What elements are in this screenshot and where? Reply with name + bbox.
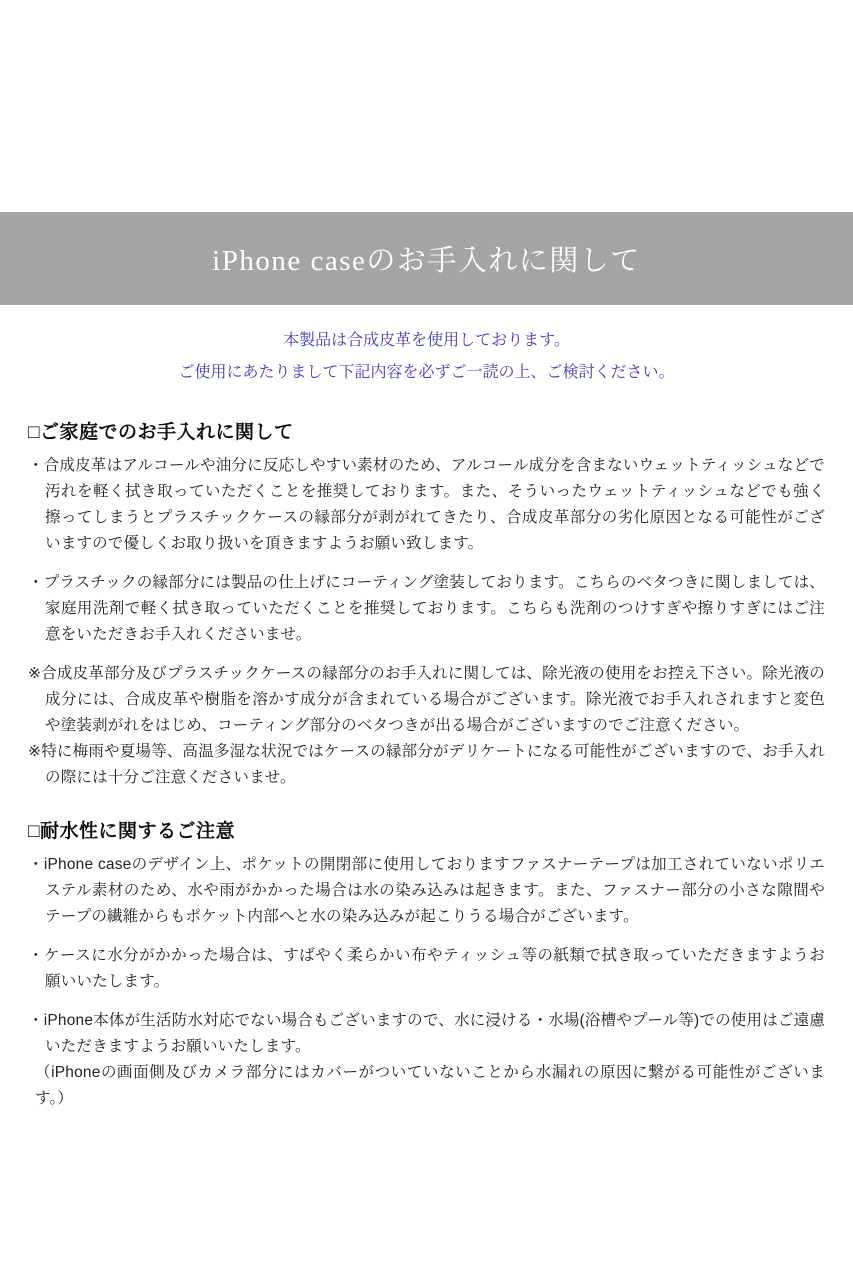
note-marker: ※ bbox=[28, 743, 42, 760]
care-item-text: プラスチックの縁部分には製品の仕上げにコーティング塗装しております。こちらのベタつきに関しましては、家庭用洗剤で軽く拭き取っていただくことを推奨しております。こちらも洗剤のつけすぎや擦りすぎにはご注意をいただきお手入れくださいませ。 bbox=[43, 574, 825, 643]
intro-line-2: ご使用にあたりまして下記内容を必ずご一読の上、ご検討ください。 bbox=[178, 364, 675, 381]
care-note-text: 特に梅雨や夏場等、高温多湿な状況ではケースの縁部分がデリケートになる可能性がございますので、お手入れの際には十分ご注意くださいませ。 bbox=[41, 743, 826, 786]
bullet-marker: ・ bbox=[28, 1012, 44, 1029]
water-item-wipe-dry bbox=[28, 943, 825, 995]
water-item-text: iPhone caseのデザイン上、ポケットの開閉部に使用しておりますファスナーテープは加工されていないポリエステル素材のため、水や雨がかかった場合は水の染み込みは起きます。また、ファスナー部分の小さな隙間やテープの繊維からもポケット内部へと水の染み込みが起こりうる場合がございます。 bbox=[43, 856, 825, 925]
bullet-marker: ・ bbox=[28, 457, 44, 474]
care-note-text: 合成皮革部分及びプラスチックケースの縁部分のお手入れに関しては、除光液の使用をお控え下さい。除光液の成分には、合成皮革や樹脂を溶かす成分が含まれている場合がございます。除光液でお手入れされますと変色や塗装剥がれをはじめ、コーティング部分のベタつきが出る場合がございますのでご注意ください。 bbox=[41, 665, 826, 734]
note-marker: ※ bbox=[28, 665, 42, 682]
care-note-remover bbox=[28, 661, 825, 739]
intro-line-1: 本製品は合成皮革を使用しております。 bbox=[283, 332, 570, 349]
water-item-text: ケースに水分がかかった場合は、すばやく柔らかい布やティッシュ等の紙類で拭き取っていただきますようお願いいたします。 bbox=[44, 947, 825, 990]
water-item-parenthetical-note bbox=[28, 1060, 825, 1112]
water-note-text: （iPhoneの画面側及びカメラ部分にはカバーがついていないことから水漏れの原因に繋がる可能性がございます。） bbox=[35, 1064, 825, 1107]
title-banner bbox=[0, 212, 853, 305]
care-item-plastic-coating bbox=[28, 570, 825, 648]
section-heading-water-resistance: □耐水性に関するご注意 bbox=[28, 821, 235, 842]
bullet-marker: ・ bbox=[28, 856, 44, 873]
top-whitespace bbox=[0, 0, 853, 212]
water-item-text: iPhone本体が生活防水対応でない場合もございますので、水に浸ける・水場(浴槽やプール等)での使用はご遠慮いただきますようお願いいたします。 bbox=[43, 1012, 826, 1055]
intro-notice bbox=[0, 325, 853, 389]
section-heading-home-care: □ご家庭でのお手入れに関して bbox=[28, 422, 294, 443]
water-item-fastener bbox=[28, 852, 825, 930]
care-note-humidity bbox=[28, 739, 825, 791]
notice-content bbox=[0, 419, 853, 1112]
care-item-text: 合成皮革はアルコールや油分に反応しやすい素材のため、アルコール成分を含まないウェットティッシュなどで汚れを軽く拭き取っていただくことを推奨しております。また、そういったウェットティッシュなどでも強く擦ってしまうとプラスチックケースの縁部分が剥がれてきたり、合成皮革部分の劣化原因となる可能性がございますので優しくお取り扱いを頂きますようお願い致します。 bbox=[43, 457, 826, 552]
bullet-marker: ・ bbox=[28, 574, 44, 591]
bullet-marker: ・ bbox=[28, 947, 44, 964]
water-item-not-waterproof bbox=[28, 1008, 825, 1060]
care-item-synthetic-leather bbox=[28, 453, 825, 557]
page-title: iPhone caseのお手入れに関して bbox=[212, 245, 641, 277]
